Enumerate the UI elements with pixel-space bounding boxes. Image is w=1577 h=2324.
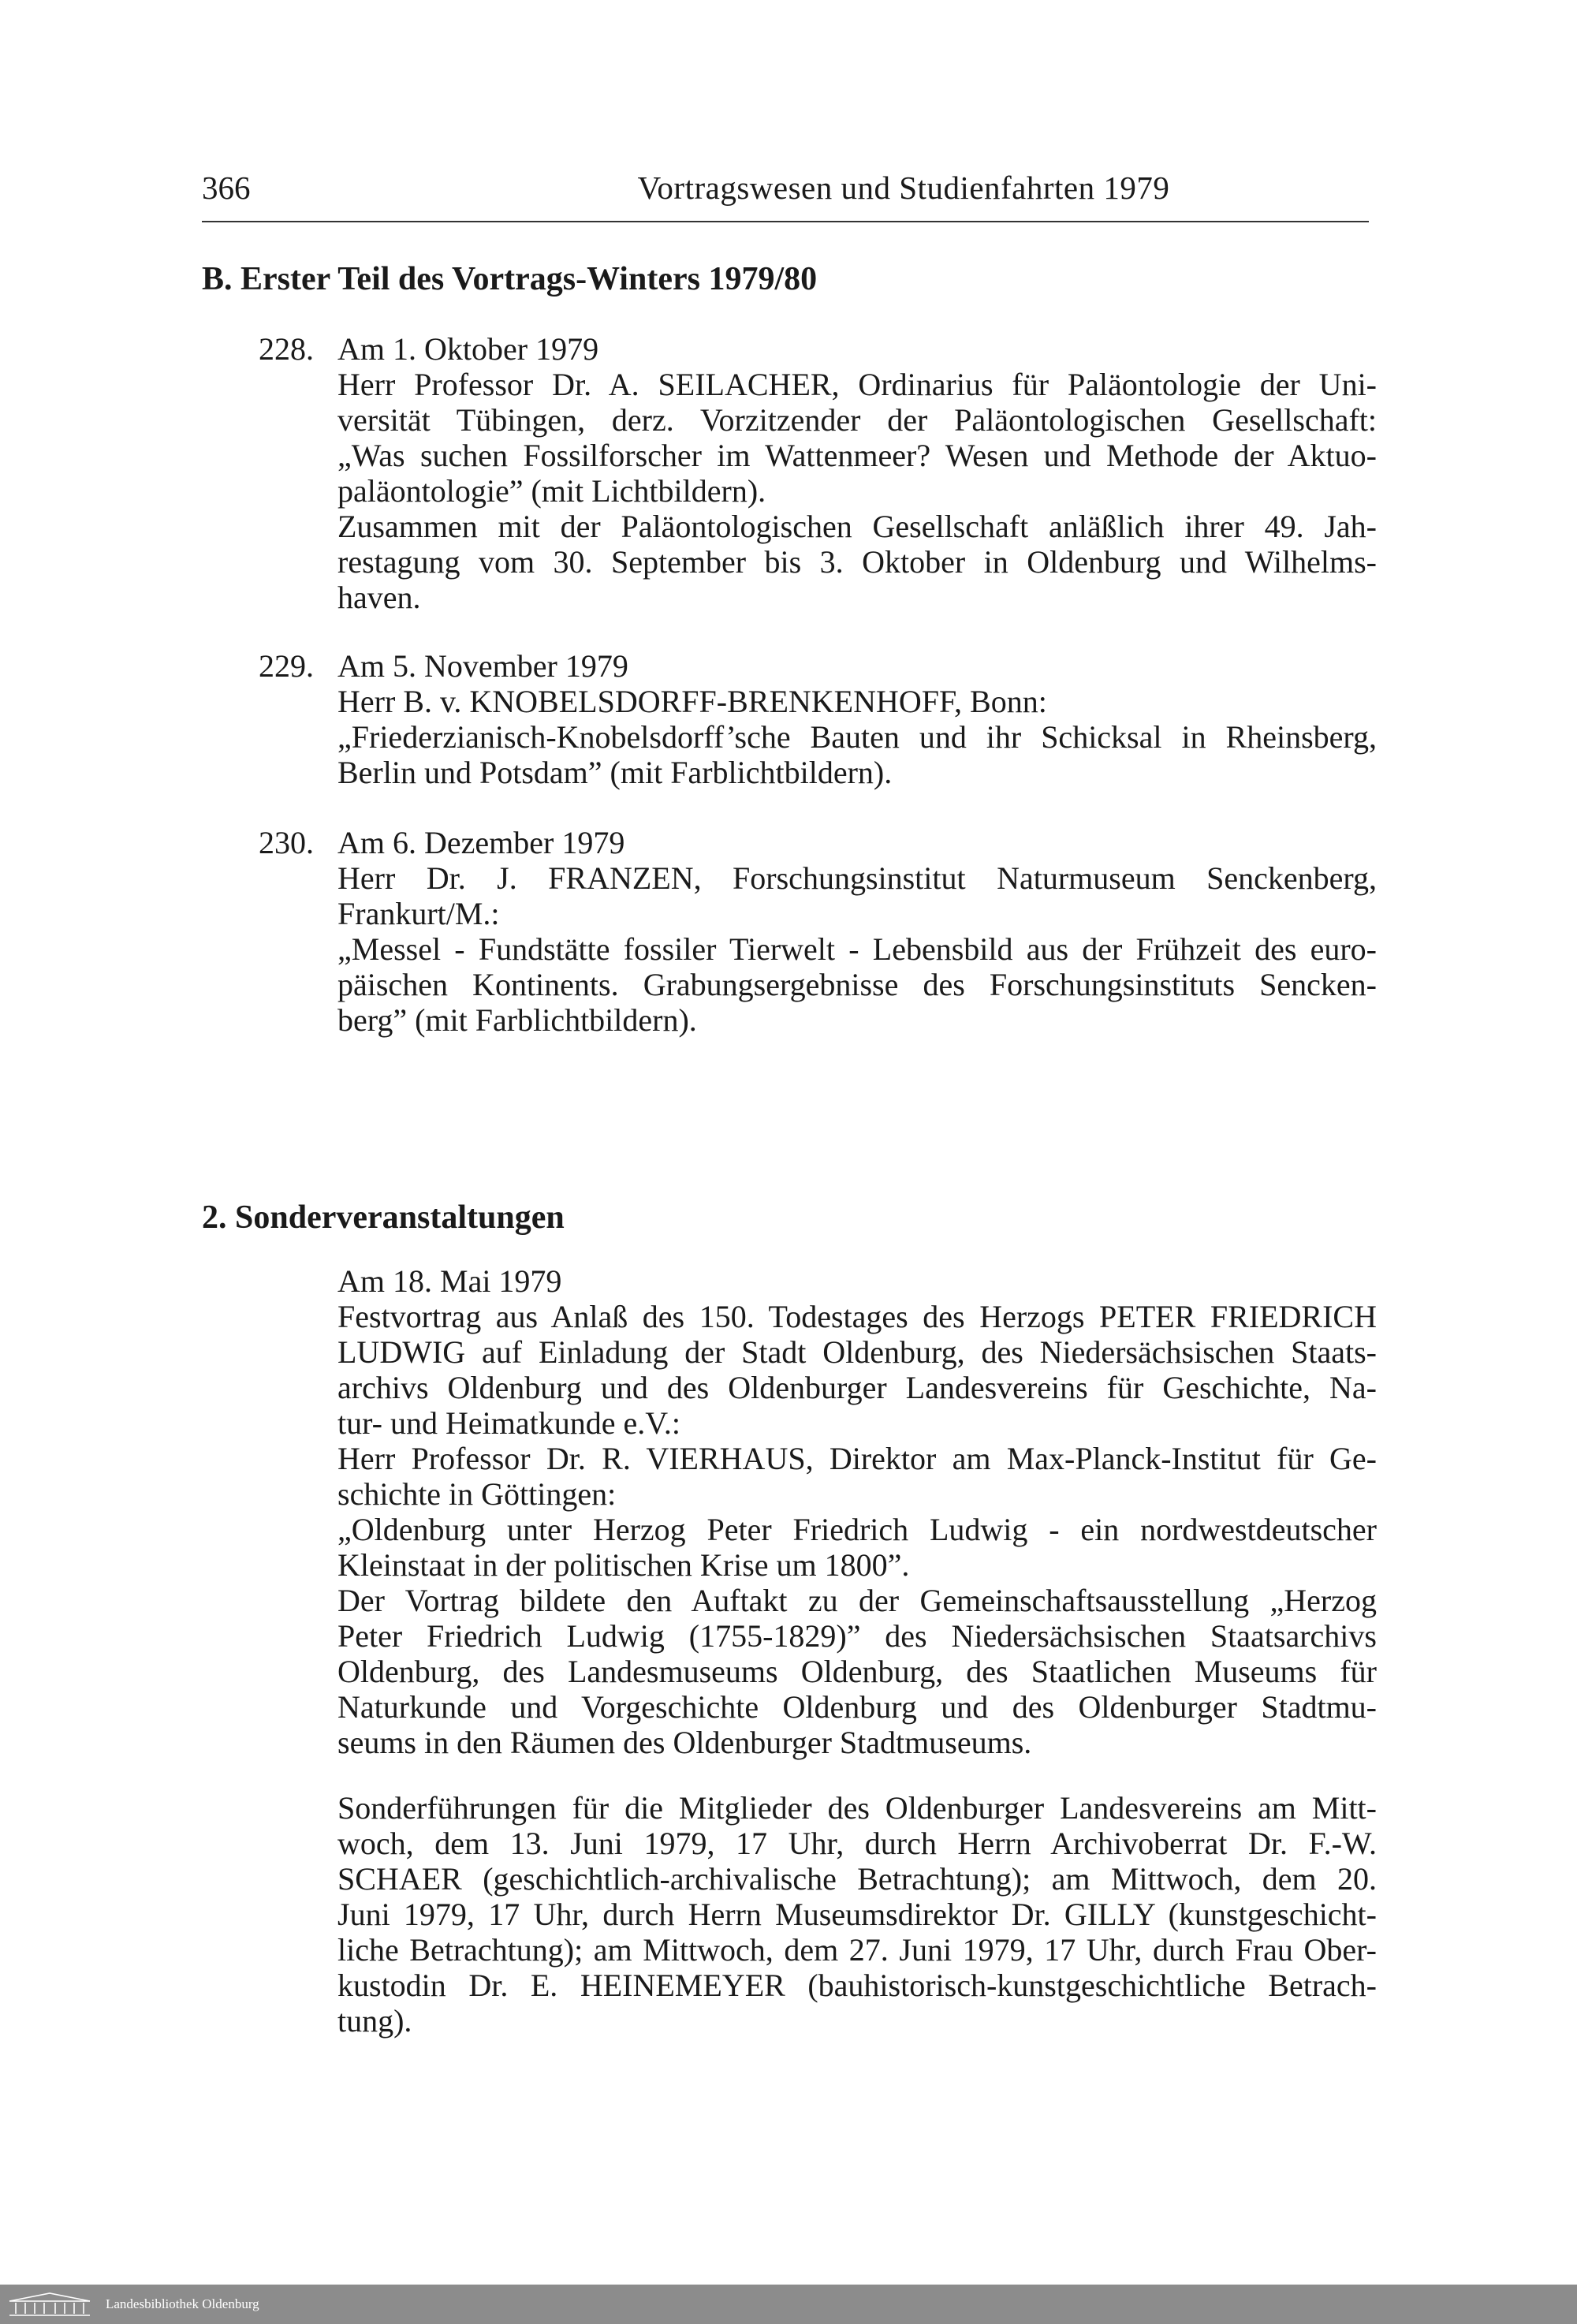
special-event-paragraph (337, 1263, 1377, 1760)
special-line: „Oldenburg unter Herzog Peter Friedrich Ludwig - ein nordwestdeutscher (337, 1512, 1377, 1547)
entry-date: Am 5. November 1979 (337, 648, 628, 684)
tours-line: SCHAER (geschichtlich-archivalische Betrachtung); am Mittwoch, dem 20. (337, 1861, 1377, 1897)
tours-line: liche Betrachtung); am Mittwoch, dem 27. Juni 1979, 17 Uhr, durch Frau Ober- (337, 1932, 1377, 1968)
entry-number: 230. (259, 825, 314, 860)
special-line: seums in den Räumen des Oldenburger Stadtmuseums. (337, 1725, 1032, 1760)
special-line: Der Vortrag bildete den Auftakt zu der Gemeinschaftsausstellung „Herzog (337, 1583, 1377, 1618)
entry-number: 229. (259, 648, 314, 684)
entry-date: Am 1. Oktober 1979 (337, 331, 599, 367)
library-building-icon (6, 2291, 93, 2318)
running-header (202, 164, 1369, 211)
special-line: Peter Friedrich Ludwig (1755-1829)” des Niedersächsischen Staatsarchivs (337, 1618, 1377, 1654)
tours-line: woch, dem 13. Juni 1979, 17 Uhr, durch Herrn Archivoberrat Dr. F.-W. (337, 1826, 1377, 1861)
tours-line: kustodin Dr. E. HEINEMEYER (bauhistorisch-kunstgeschichtliche Betrach- (337, 1968, 1377, 2003)
special-line: Kleinstaat in der politischen Krise um 1800”. (337, 1547, 910, 1583)
entry-line: Herr Professor Dr. A. SEILACHER, Ordinarius für Paläontologie der Uni- (337, 367, 1377, 402)
entry-line: Herr B. v. KNOBELSDORFF-BRENKENHOFF, Bonn: (337, 684, 1047, 719)
entry-line: haven. (337, 580, 421, 615)
special-line: Oldenburg, des Landesmuseums Oldenburg, des Staatlichen Museums für (337, 1654, 1377, 1689)
special-date: Am 18. Mai 1979 (337, 1263, 562, 1299)
special-line: Herr Professor Dr. R. VIERHAUS, Direktor am Max-Planck-Institut für Ge- (337, 1441, 1377, 1476)
running-title: Vortragswesen und Studienfahrten 1979 (637, 170, 1170, 206)
tours-line: Juni 1979, 17 Uhr, durch Herrn Museumsdirektor Dr. GILLY (kunstgeschicht- (337, 1897, 1377, 1932)
special-line: schichte in Göttingen: (337, 1476, 617, 1512)
entry-line: Frankurt/M.: (337, 896, 500, 931)
tours-line: Sonderführungen für die Mitglieder des Oldenburger Landesvereins am Mitt- (337, 1790, 1377, 1826)
entry-line: versität Tübingen, derz. Vorzitzender der Paläontologischen Gesellschaft: (337, 402, 1377, 438)
entry-line: paläontologie” (mit Lichtbildern). (337, 473, 766, 509)
special-line: archivs Oldenburg und des Oldenburger Landesvereins für Geschichte, Na- (337, 1370, 1377, 1405)
special-tours-paragraph (337, 1790, 1377, 2039)
entry-number: 228. (259, 331, 314, 367)
tours-line: tung). (337, 2003, 412, 2039)
entry-line: Berlin und Potsdam” (mit Farblichtbildern). (337, 755, 893, 790)
special-line: Festvortrag aus Anlaß des 150. Todestages des Herzogs PETER FRIEDRICH (337, 1299, 1377, 1334)
header-rule (202, 221, 1369, 222)
entry-line: päischen Kontinents. Grabungsergebnisse des Forschungsinstituts Sencken- (337, 967, 1377, 1002)
library-footer-bar (0, 2285, 1577, 2324)
entry-body (337, 825, 1377, 1038)
entry-line: Herr Dr. J. FRANZEN, Forschungsinstitut Naturmuseum Senckenberg, (337, 860, 1377, 896)
library-label: Landesbibliothek Oldenburg (106, 2296, 259, 2311)
entry-date: Am 6. Dezember 1979 (337, 825, 625, 860)
entry-body (337, 648, 1377, 790)
page-number: 366 (202, 170, 251, 206)
special-line: Naturkunde und Vorgeschichte Oldenburg und des Oldenburger Stadtmu- (337, 1689, 1377, 1725)
entry-line: restagung vom 30. September bis 3. Oktober in Oldenburg und Wilhelms- (337, 544, 1377, 580)
section-heading-lecture-winter: B. Erster Teil des Vortrags-Winters 1979/80 (202, 261, 818, 297)
entry-line: berg” (mit Farblichtbildern). (337, 1002, 697, 1038)
entry-line: „Messel - Fundstätte fossiler Tierwelt - Lebensbild aus der Frühzeit des euro- (337, 931, 1377, 967)
entry-line: „Was suchen Fossilforscher im Wattenmeer? Wesen und Methode der Aktuo- (337, 438, 1377, 473)
section-heading-special-events: 2. Sonderveranstaltungen (202, 1199, 565, 1236)
special-line: tur- und Heimatkunde e.V.: (337, 1405, 681, 1441)
entry-line: „Friederzianisch-Knobelsdorff’sche Bauten und ihr Schicksal in Rheinsberg, (337, 719, 1377, 755)
entry-line: Zusammen mit der Paläontologischen Gesellschaft anläßlich ihrer 49. Jah- (337, 509, 1377, 544)
entry-body (337, 331, 1377, 615)
special-line: LUDWIG auf Einladung der Stadt Oldenburg, des Niedersächsischen Staats- (337, 1334, 1377, 1370)
